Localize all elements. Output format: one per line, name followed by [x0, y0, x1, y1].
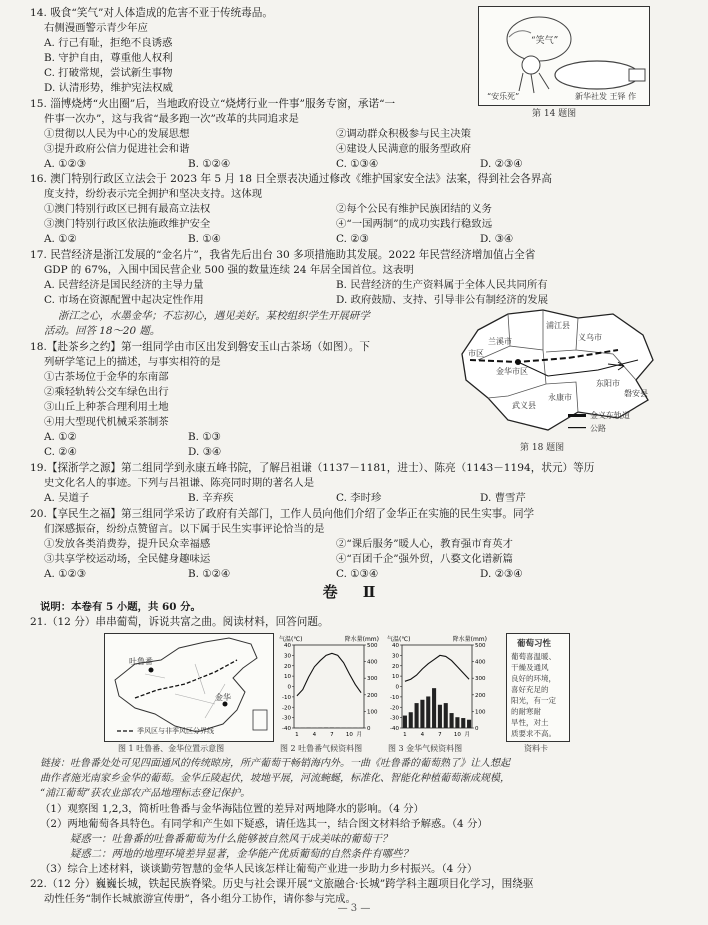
map-label-panan: 磐安县 — [624, 389, 648, 398]
grape-habit-card — [506, 633, 570, 742]
map-legend-rail: 金义东轨道 — [590, 411, 630, 420]
map-label-lanxi: 兰溪市 — [488, 337, 512, 346]
rain-bar — [432, 688, 436, 728]
map-label-dongyang: 东阳市 — [596, 379, 620, 388]
rain-tick-label: 100 — [367, 709, 378, 716]
q21-link-1: 链接：吐鲁番处处可见四面通风的传统晾房，所产葡萄干畅销海内外。一曲《吐鲁番的葡萄熟了》让人想起 — [40, 758, 510, 769]
q14-opt-c: C. 打破常规，尝试新生事物 — [44, 67, 173, 79]
fig1-legend: 季风区与非季风区分界线 — [137, 727, 214, 735]
turpan-climate-svg — [278, 633, 380, 740]
q19-stem-2: 史文化名人的事迹。下列与吕祖谦、陈亮同时期的著名人是 — [44, 477, 315, 489]
q21-link-2: 曲作者施光南家乡金华的葡萄。金华丘陵起伏，坡地平展，河流蜿蜒，标准化、智能化种植葡萄渐成规模， — [40, 773, 510, 784]
rain-bar — [461, 718, 465, 728]
rain-bar — [415, 703, 419, 728]
q20-choice-b: B. ①②④ — [188, 568, 231, 580]
grape-card-line-8: 质要求不高。 — [511, 729, 556, 738]
temp-tick-label: 20 — [284, 663, 291, 670]
rain-tick-label: 0 — [367, 726, 371, 732]
map-legend-road: 公路 — [590, 424, 606, 433]
rain-tick-label: 100 — [475, 709, 486, 716]
rain-bar — [403, 716, 407, 728]
rain-tick-label: 200 — [367, 692, 378, 699]
q14-stem: 14. 吸食“笑气”对人体造成的危害不亚于传统毒品。 — [30, 7, 273, 19]
y-label-temp: 气温(℃) — [387, 636, 411, 643]
grape-card-line-3: 良好的环境， — [511, 674, 556, 683]
q21-link-3: “浦江葡萄”获农业部农产品地理标志登记保护。 — [40, 788, 251, 799]
q22-line-2: 动性任务“制作长城旅游宣传册”，各小组分工协作，请你参与完成。 — [44, 893, 356, 905]
temp-line — [297, 653, 361, 696]
temp-tick-label: 20 — [392, 663, 399, 670]
rain-tick-label: 300 — [367, 676, 378, 683]
grape-card-title: 葡萄习性 — [517, 639, 552, 649]
q14-cartoon — [478, 6, 650, 106]
q19-choice-a: A. 吴道子 — [44, 492, 90, 504]
q17-opt-c: C. 市场在资源配置中起决定性作用 — [44, 294, 204, 306]
q20-stem-1: 20.【享民生之福】第三组同学采访了政府有关部门，工作人员向他们介绍了金华正在实施的民生实事。同学 — [30, 508, 535, 520]
rain-tick-label: 500 — [475, 643, 486, 649]
rain-tick-label: 400 — [475, 659, 486, 666]
q15-stem-2: 件事一次办”，这与我省“最多跑一次”改革的共同追求是 — [44, 113, 299, 125]
q18-item-1: ①古茶场位于金华的东南部 — [44, 371, 169, 383]
q14-opt-b: B. 守护自由，尊重他人权利 — [44, 52, 173, 64]
rain-bar — [455, 717, 459, 728]
q16-choice-a: A. ①② — [44, 233, 77, 245]
q15-choice-c: C. ①③④ — [336, 158, 379, 170]
rain-tick-label: 300 — [475, 676, 486, 683]
fig2-caption: 图 2 吐鲁番气候资料图 — [280, 744, 363, 753]
china-map-svg — [105, 634, 273, 741]
q15-item-3: ③提升政府公信力促进社会和谐 — [44, 143, 190, 155]
q20-choice-d: D. ②③④ — [480, 568, 523, 580]
q21-sub-2: （2）两地葡萄各具特色。有同学和产生如下疑惑，请任选其一，结合图文材料给予解惑。（4 分） — [40, 818, 488, 830]
q16-item-3: ③澳门特别行政区依法施政维护安全 — [44, 218, 211, 230]
q20-stem-2: 们深感振奋，纷纷点赞留言。以下属于民生实事评论恰当的是 — [44, 523, 325, 535]
x-tick-label: 1 — [403, 732, 407, 738]
q20-item-3: ③共享学校运动场，全民健身趣味运 — [44, 553, 211, 565]
temp-line — [405, 655, 469, 681]
q15-stem-1: 15. 淄博烧烤“火出圈”后，当地政府设立“烧烤行业一件事”服务专窗，承诺“一 — [30, 98, 396, 110]
q21-stem: 21.（12 分）串串葡萄，诉说共富之曲。阅读材料，回答问题。 — [30, 616, 329, 628]
q19-choice-c: C. 李时珍 — [336, 492, 382, 504]
map-label-yongkang: 永康市 — [548, 393, 572, 402]
intro-line-2: 活动。回答 18～20 题。 — [44, 325, 161, 337]
page-number: — 3 — — [337, 903, 371, 914]
q19-choice-b: B. 辛弃疾 — [188, 492, 234, 504]
x-tick-label: 1 — [295, 732, 299, 738]
cartoon-credit: 新华社发 王铎 作 — [575, 92, 637, 101]
q17-stem-1: 17. 民营经济是浙江发展的“金名片”，我省先后出台 30 多项措施助其发展。2022 年民营经济增加值占全省 — [30, 249, 536, 261]
q18-caption: 第 18 题图 — [520, 443, 565, 453]
map-label-wuyi: 武义县 — [512, 401, 536, 410]
q16-choice-c: C. ②③ — [336, 233, 369, 245]
q22-line-1: 22.（12 分）巍巍长城，铁起民族脊梁。历史与社会课开展“文旅融合·长城”跨学科主题项目化学习，围绕驱 — [30, 878, 534, 890]
temp-tick-label: 0 — [287, 684, 291, 691]
q18-item-2: ②乘轻轨转公交车绿色出行 — [44, 386, 169, 398]
rain-bar — [467, 720, 471, 728]
q21-doubt-2: 疑惑二：两地的地理环境差异显著，金华能产优质葡萄的自然条件有哪些？ — [70, 848, 413, 860]
map-label-jinhua: 金华市区 — [496, 367, 528, 376]
fig1-caption: 图 1 吐鲁番、金华位置示意图 — [118, 744, 225, 753]
cartoon-label: “安乐死” — [487, 92, 520, 101]
q20-item-4: ④“百团千企”强外贸，八婺文化谱新篇 — [336, 553, 513, 565]
rain-bar — [426, 696, 430, 728]
q18-item-4: ④用大型现代机械采茶制茶 — [44, 416, 169, 428]
fig1-china-map — [104, 633, 274, 742]
q19-stem-1: 19.【探浙学之源】第二组同学到永康五峰书院，了解吕祖谦（1137－1181，进士）、陈亮（1143－1194，状元）等历 — [30, 462, 595, 474]
q15-choice-b: B. ①②④ — [188, 158, 231, 170]
q21-doubt-1: 疑惑一：吐鲁番的吐鲁番葡萄为什么能够被自然风干成美味的葡萄干？ — [70, 833, 393, 845]
q18-choice-a: A. ①② — [44, 431, 77, 443]
fig1-label-jinhua: 金华 — [215, 693, 231, 702]
temp-tick-label: 40 — [392, 643, 399, 649]
q14-caption: 第 14 题图 — [532, 109, 577, 119]
grape-card-line-7: 旱性，对土 — [511, 718, 549, 727]
x-tick-label: 4 — [312, 732, 317, 738]
q17-opt-a: A. 民营经济是国民经济的主导力量 — [44, 279, 204, 291]
q16-item-2: ②每个公民有维护民族团结的义务 — [336, 203, 492, 215]
grape-card-line-4: 喜好充足的 — [511, 685, 549, 694]
rain-tick-label: 400 — [367, 659, 378, 666]
q17-opt-d: D. 政府鼓励、支持、引导非公有制经济的发展 — [336, 294, 548, 306]
q15-choice-a: A. ①②③ — [44, 158, 87, 170]
q16-item-1: ①澳门特别行政区已拥有最高立法权 — [44, 203, 211, 215]
y-label-temp: 气温(℃) — [279, 636, 303, 643]
temp-tick-label: 10 — [392, 674, 399, 681]
q19-choice-d: D. 曹雪芹 — [480, 492, 526, 504]
q18-stem-2: 列研学笔记上的描述，与事实相符的是 — [44, 356, 221, 368]
temp-tick-label: 40 — [284, 643, 291, 649]
cartoon-bubble-text: “笑气” — [531, 36, 559, 46]
x-tick-label: 7 — [330, 732, 334, 738]
temp-tick-label: -10 — [282, 694, 291, 701]
temp-tick-label: 10 — [284, 674, 291, 681]
x-tick-label: 10 — [453, 732, 461, 738]
fig2-chart — [278, 633, 380, 740]
grape-card-line-5: 阳光，有一定 — [511, 696, 556, 705]
fig3-caption: 图 3 金华气候资料图 — [388, 744, 463, 753]
temp-tick-label: 30 — [392, 653, 399, 660]
rain-tick-label: 0 — [475, 726, 479, 732]
jinhua-climate-svg — [386, 633, 488, 740]
q20-item-1: ①发放各类消费券，提升民众幸福感 — [44, 538, 211, 550]
grape-card-line-1: 葡萄喜温暖、 — [511, 652, 556, 661]
fig3-chart — [386, 633, 488, 740]
y-label-rain: 降水量(mm) — [452, 636, 487, 643]
rain-bar — [450, 713, 454, 728]
jinhua-map — [448, 300, 663, 438]
q16-choice-d: D. ③④ — [480, 233, 514, 245]
q20-choice-c: C. ①③④ — [336, 568, 379, 580]
temp-tick-label: 30 — [284, 653, 291, 660]
temp-tick-label: -40 — [282, 726, 291, 732]
grape-card-line-2: 干燥及通风 — [511, 663, 549, 672]
q18-choice-c: C. ②④ — [44, 446, 77, 458]
q16-stem-1: 16. 澳门特别行政区立法会于 2023 年 5 月 18 日全票表决通过修改《维护国家安全法》法案，得到社会各界高 — [30, 173, 552, 185]
temp-tick-label: -30 — [390, 715, 399, 722]
q16-item-4: ④“一国两制”的成功实践行稳致远 — [336, 218, 493, 230]
q21-sub-1: （1）观察图 1,2,3，简析吐鲁番与金华海陆位置的差异对两地降水的影响。（4 分） — [40, 803, 424, 815]
map-label-yiwu: 义乌市 — [578, 333, 602, 342]
map-label-pujiang: 浦江县 — [546, 321, 570, 330]
rain-bar — [409, 712, 413, 728]
temp-tick-label: -30 — [282, 715, 291, 722]
temp-tick-label: -20 — [282, 705, 291, 712]
q18-choice-d: D. ③④ — [188, 446, 222, 458]
x-tick-label: 10 — [345, 732, 353, 738]
q20-item-2: ②“课后服务”暖人心，教育强市育英才 — [336, 538, 513, 550]
x-unit-label: 月 — [356, 732, 362, 738]
section-title: 卷 Ⅱ — [322, 583, 386, 601]
grape-card-caption: 资料卡 — [524, 744, 548, 753]
q15-choice-d: D. ②③④ — [480, 158, 523, 170]
q17-opt-b: B. 民营经济的生产资料属于全体人民共同所有 — [336, 279, 548, 291]
temp-tick-label: -20 — [390, 705, 399, 712]
intro-line-1: 浙江之心，水墨金华；不忘初心，遇见美好。某校组织学生开展研学 — [58, 310, 370, 322]
x-tick-label: 4 — [420, 732, 425, 738]
rain-bar — [438, 705, 442, 728]
section-note: 说明：本卷有 5 小题，共 60 分。 — [40, 601, 201, 613]
x-unit-label: 月 — [464, 732, 470, 738]
q14-stem2: 右侧漫画警示青少年应 — [44, 22, 148, 34]
q18-choice-b: B. ①③ — [188, 431, 221, 443]
q20-choice-a: A. ①②③ — [44, 568, 87, 580]
rain-tick-label: 500 — [367, 643, 378, 649]
q15-item-2: ②调动群众积极参与民主决策 — [336, 128, 472, 140]
fig1-label-turpan: 吐鲁番 — [129, 657, 153, 666]
q15-item-1: ①贯彻以人民为中心的发展思想 — [44, 128, 190, 140]
q15-item-4: ④建设人民满意的服务型政府 — [336, 143, 472, 155]
q21-sub-3: （3）综合上述材料，谈谈勤劳智慧的金华人民该怎样让葡萄产业进一步助力乡村振兴。（4 分） — [40, 863, 478, 875]
q16-stem-2: 度支持，纷纷表示完全拥护和坚决支持。这体现 — [44, 188, 263, 200]
q17-stem-2: GDP 的 67%，入围中国民营企业 500 强的数量连续 24 年居全国首位。这表明 — [44, 264, 414, 276]
q14-opt-a: A. 行己有耻，拒绝不良诱惑 — [44, 37, 173, 49]
rain-tick-label: 200 — [475, 692, 486, 699]
rain-bar — [420, 700, 424, 728]
q18-item-3: ③山丘上种茶合理利用土地 — [44, 401, 169, 413]
rain-bar — [444, 703, 448, 728]
y-label-rain: 降水量(mm) — [344, 636, 379, 643]
x-tick-label: 7 — [438, 732, 442, 738]
temp-tick-label: -10 — [390, 694, 399, 701]
q14-opt-d: D. 认清形势，维护宪法权威 — [44, 82, 173, 94]
q16-choice-b: B. ①④ — [188, 233, 221, 245]
q18-stem-1: 18.【赴茶乡之约】第一组同学由市区出发到磐安玉山古茶场（如图）。下 — [30, 341, 370, 353]
grape-card-line-6: 的耐寒耐 — [511, 707, 541, 716]
temp-tick-label: 0 — [395, 684, 399, 691]
temp-tick-label: -40 — [390, 726, 399, 732]
map-label-urban: 市区 — [468, 349, 484, 358]
